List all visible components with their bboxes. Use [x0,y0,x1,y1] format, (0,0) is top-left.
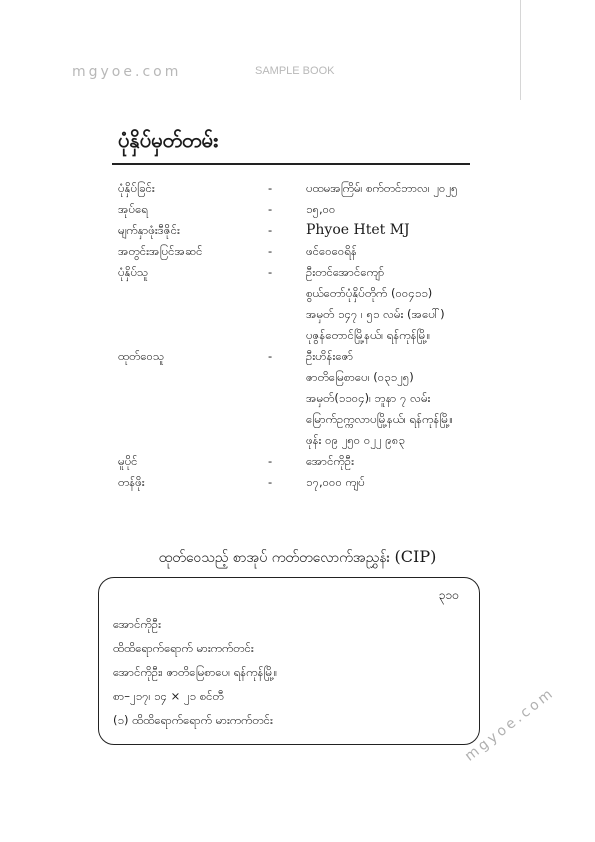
info-row-print-date [118,178,498,199]
info-row-interior-design [118,241,498,262]
info-label: မျက်နှာဖုံးဒီဇိုင်း [118,223,180,237]
info-label: ထုတ်ဝေသူ [118,349,165,363]
page-title: ပုံနှိပ်မှတ်တမ်း [118,128,219,152]
info-values [306,220,498,241]
info-label: အတွင်းအပြင်အဆင် [118,244,203,258]
info-values [306,178,498,199]
info-value: ဇာတိမြေစာပေ၊ (၀၃၁၂၅) [306,370,414,384]
title-underline [112,163,470,165]
info-label: မူပိုင် [118,454,138,468]
info-values [306,472,498,493]
info-row-printer [118,262,498,346]
info-value: စွယ်တော်ပုံနှိပ်တိုက် (၀၀၄၁၁) [306,286,433,300]
watermark-sample-book: SAMPLE BOOK [255,65,335,77]
info-separator: - [268,202,273,216]
info-row-copies [118,199,498,220]
info-value: အမှတ် ၁၄၇ ၊ ၅၁ လမ်း (အပေါ်) [306,307,445,321]
watermark-top-left: mgyoe.com [72,64,182,80]
info-values [306,241,498,262]
cip-line: အောင်ကိုဦး [113,617,162,631]
info-label: ပုံနှိပ်သူ [118,265,149,279]
info-value: ၁၅,၀၀ [306,202,336,216]
info-value: ပုဇွန်တောင်မြို့နယ်၊ ရန်ကုန်မြို့။ [306,328,431,342]
info-row-cover-design [118,220,498,241]
cip-line: စာ–၂၁၇၊ ၁၄ × ၂၁ စင်တီ [113,689,224,703]
info-separator: - [268,349,273,363]
info-separator: - [268,454,273,468]
info-value: ပထမအကြိမ်၊ စက်တင်ဘာလ၊ ၂၀၂၅ [306,181,458,195]
info-label: တန်ဖိုး [118,475,145,489]
info-separator: - [268,223,273,237]
page-edge-line [520,0,521,100]
info-values [306,199,498,220]
cip-title-abbrev: (CIP) [394,547,437,566]
cip-line: ထိထိရောက်ရောက် မားကက်တင်း [113,641,254,655]
info-separator: - [268,265,273,279]
info-value: Phyoe Htet MJ [306,222,410,238]
info-value: အောင်ကိုဦး [306,454,355,468]
publication-info [118,178,498,493]
cip-entry [113,612,277,732]
watermark-bottom-right: mgyoe.com [462,684,559,765]
info-values [306,451,498,472]
info-value: အမှတ်(၁၁၀၄)၊ ဘူနာ ၇ လမ်း [306,391,431,405]
cip-classification-code: ၃၁၀ [438,588,459,602]
info-separator: - [268,244,273,258]
info-label: ပုံနှိပ်ခြင်း [118,181,155,195]
info-row-publisher [118,346,498,451]
info-row-source [118,451,498,472]
cip-line: အောင်ကိုဦး၊ ဇာတိမြေစာပေ၊ ရန်ကုန်မြို့။ [113,665,278,679]
cip-box [98,577,480,745]
info-value: ၁၇,၀၀၀ ကျပ် [306,475,365,489]
info-value: ဖုန်း ၀၉ ၂၅၀ ၀၂၂ ၉၈၃ [306,433,405,447]
info-value: ဖင်ဝေဝေရိန် [306,244,357,258]
info-separator: - [268,181,273,195]
info-value: မြောက်ဥက္ကလာပမြို့နယ်၊ ရန်ကုန်မြို့။ [306,412,454,426]
cip-title [0,547,595,569]
info-values [306,262,498,346]
cip-line: (၁) ထိထိရောက်ရောက် မားကက်တင်း [113,713,273,727]
info-value: ဦးဟိန်းဇော် [306,349,354,363]
info-value: ဦးတင်အောင်ကျော် [306,265,385,279]
info-values [306,346,498,451]
info-separator: - [268,475,273,489]
cip-title-text: ထုတ်ဝေသည့် စာအုပ် ကတ်တလောက်အညွှန်း [158,550,391,566]
info-row-price [118,472,498,493]
info-label: အုပ်ရေ [118,202,148,216]
